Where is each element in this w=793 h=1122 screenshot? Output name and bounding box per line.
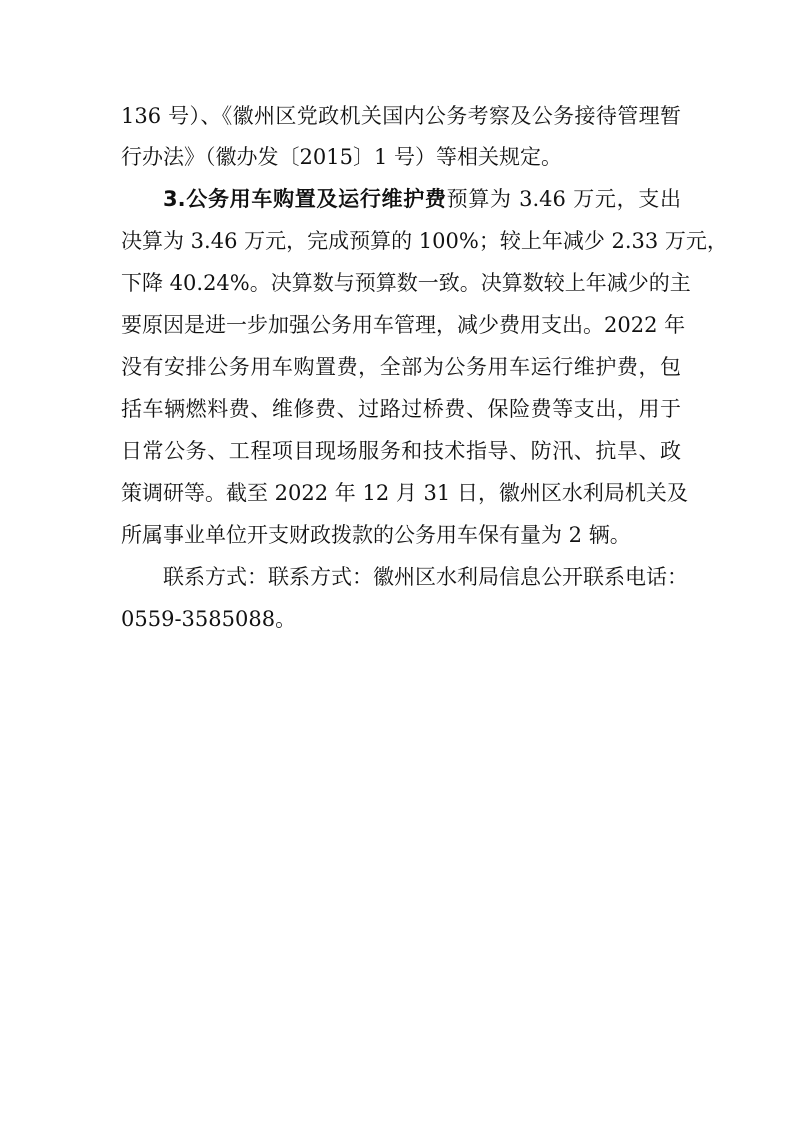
contact-phone: 0559-3585088。 [121,607,297,631]
text-line: 136 号）、《徽州区党政机关国内公务考察及公务接待管理暂 [121,104,681,128]
text-line: 策调研等。截至 2022 年 12 月 31 日，徽州区水利局机关及 [121,481,688,505]
text-line: 括车辆燃料费、维修费、过路过桥费、保险费等支出，用于 [121,397,681,421]
text-line: 没有安排公务用车购置费，全部为公务用车运行维护费，包 [121,355,681,379]
text-line: 行办法》（徽办发〔2015〕1 号）等相关规定。 [121,145,562,169]
text-line: 下降 40.24%。决算数与预算数一致。决算数较上年减少的主 [121,271,691,295]
text-span: 预算为 3.46 万元，支出 [446,187,682,211]
text-line: 日常公务、工程项目现场服务和技术指导、防汛、抗旱、政 [121,439,681,463]
vehicle-paragraph-first-line [163,184,681,214]
contact-line: 联系方式：联系方式：徽州区水利局信息公开联系电话： [163,565,688,589]
text-line: 所属事业单位开支财政拨款的公务用车保有量为 2 辆。 [121,523,631,547]
text-line: 决算为 3.46 万元，完成预算的 100%；较上年减少 2.33 万元， [121,229,728,253]
section-heading: 3.公务用车购置及运行维护费 [163,187,447,211]
text-line: 要原因是进一步加强公务用车管理，减少费用支出。2022 年 [121,313,686,337]
